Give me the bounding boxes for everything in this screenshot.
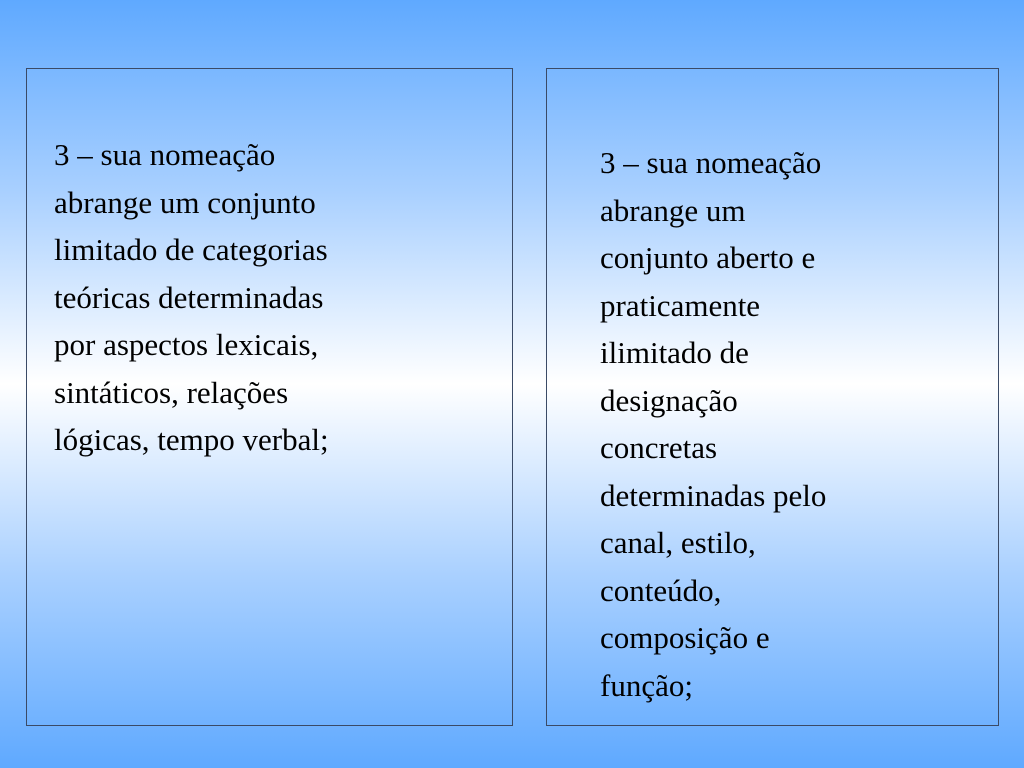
left-text-panel xyxy=(26,68,513,726)
left-panel-text: 3 – sua nomeação abrange um conjunto limitado de categorias teóricas determinadas por aspectos lexicais, sintáticos, relações lógicas, tempo verbal; xyxy=(54,137,329,457)
right-text-panel xyxy=(546,68,999,726)
right-panel-text: 3 – sua nomeação abrange um conjunto aberto e praticamente ilimitado de designação concretas determinadas pelo canal, estilo, conteúdo, composição e função; xyxy=(600,145,827,703)
